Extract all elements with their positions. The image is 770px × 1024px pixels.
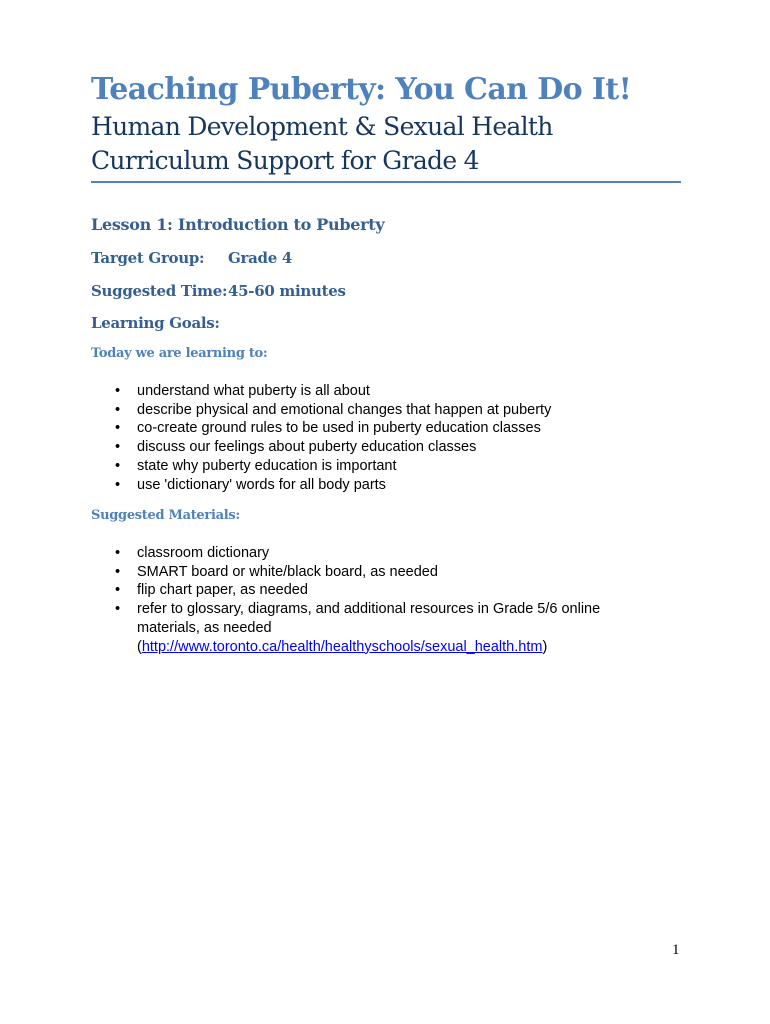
bullet-icon: • (115, 545, 121, 561)
bullet-icon: • (115, 457, 121, 474)
list-item: • co-create ground rules to be used in puberty education classes (115, 420, 541, 437)
bullet-icon: • (115, 420, 121, 437)
learning-goals-label: Learning Goals: (91, 314, 220, 332)
title-divider (91, 181, 681, 183)
document-subtitle-line-2: Curriculum Support for Grade 4 (91, 146, 479, 175)
bullet-icon: • (115, 601, 121, 618)
list-item: • understand what puberty is all about (115, 383, 370, 399)
list-item: • SMART board or white/black board, as needed (115, 563, 438, 580)
list-item: • discuss our feelings about puberty education classes (115, 439, 477, 456)
learning-goals-list (113, 382, 653, 494)
document-subtitle-line-1: Human Development & Sexual Health (91, 112, 553, 141)
list-item: • use 'dictionary' words for all body parts (115, 476, 386, 493)
suggested-time-value: 45-60 minutes (228, 282, 346, 300)
list-item: • classroom dictionary (115, 545, 270, 561)
list-item: • state why puberty education is important (115, 457, 397, 474)
bullet-icon: • (115, 563, 121, 580)
page-number: 1 (672, 942, 680, 958)
list-item: • refer to glossary, diagrams, and additional resources in Grade 5/6 online materials, as needed (http://www.toronto.ca/health/healthyschools/sexual_health.htm) (115, 601, 601, 655)
sexual-health-resources-link[interactable]: http://www.toronto.ca/health/healthyschools/sexual_health.htm (141, 638, 543, 655)
suggested-materials-label: Suggested Materials: (91, 508, 240, 523)
bullet-icon: • (115, 401, 121, 418)
bullet-icon: • (115, 383, 121, 399)
document-title: Teaching Puberty: You Can Do It! (91, 72, 632, 107)
bullet-icon: • (115, 582, 121, 599)
materials-list (113, 544, 653, 656)
link-open-paren: ( (137, 638, 142, 655)
target-group-value: Grade 4 (228, 249, 293, 267)
list-item: • describe physical and emotional changes that happen at puberty (115, 401, 552, 418)
today-learning-label: Today we are learning to: (91, 346, 268, 361)
bullet-icon: • (115, 439, 121, 456)
suggested-time-label: Suggested Time: (91, 282, 228, 300)
bullet-icon: • (115, 476, 121, 493)
lesson-heading: Lesson 1: Introduction to Puberty (91, 215, 385, 234)
target-group-label: Target Group: (91, 249, 205, 267)
list-item: • flip chart paper, as needed (115, 582, 308, 599)
link-close-paren: ) (542, 638, 548, 655)
